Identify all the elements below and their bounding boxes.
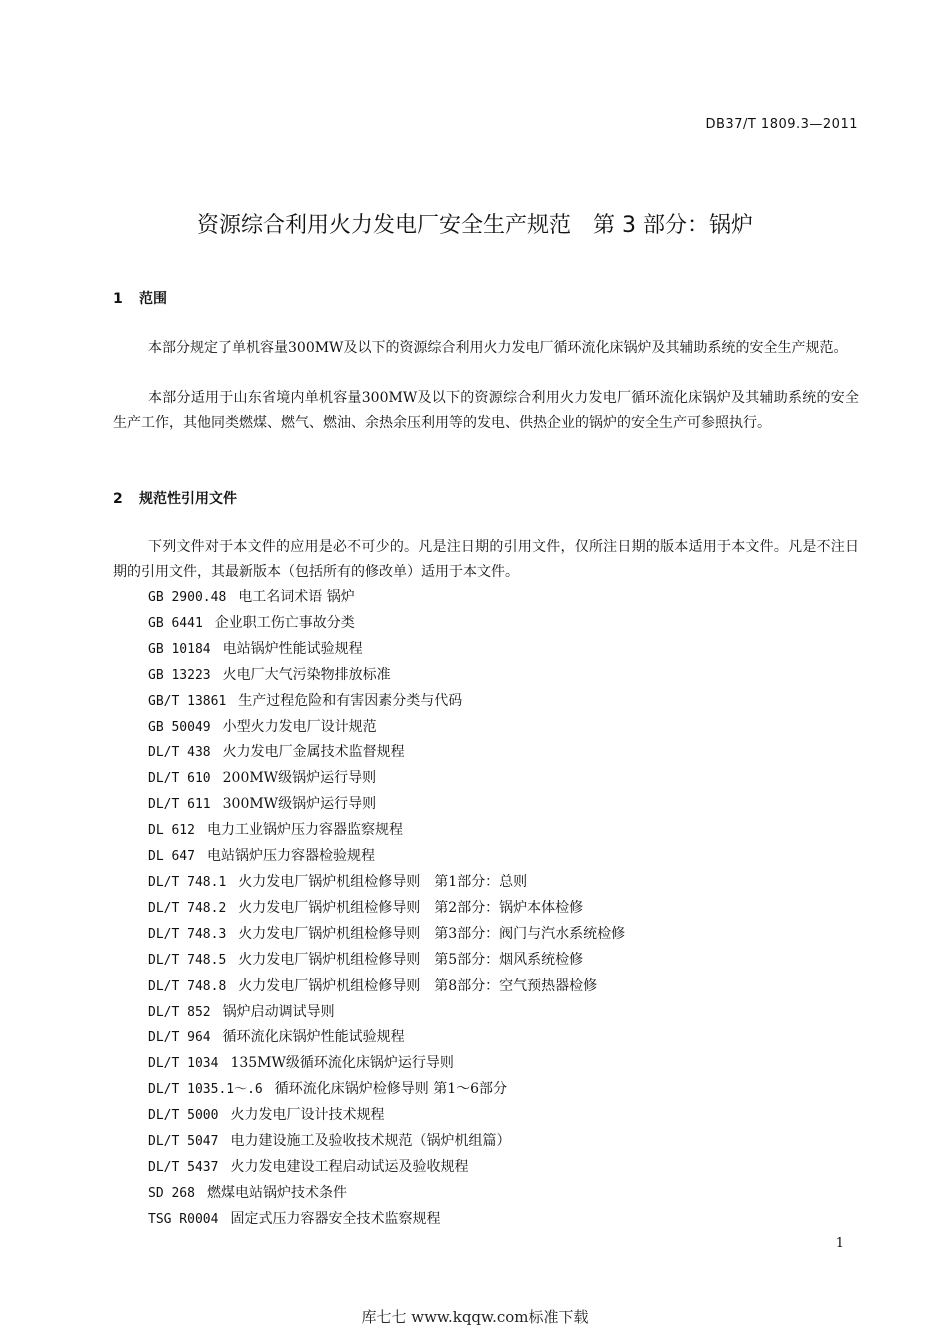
reference-title: 锅炉启动调试导则 — [222, 1003, 335, 1020]
reference-title: 电力工业锅炉压力容器监察规程 — [206, 822, 403, 839]
section-heading-scope — [113, 288, 167, 308]
reference-list — [148, 585, 625, 1233]
reference-title: 火力发电厂金属技术监督规程 — [222, 744, 405, 761]
reference-item — [148, 663, 625, 689]
reference-title: 电站锅炉性能试验规程 — [222, 640, 363, 657]
reference-item — [148, 1025, 625, 1051]
section-title: 规范性引用文件 — [139, 491, 237, 507]
reference-title: 火力发电厂锅炉机组检修导则 第3部分：阀门与汽水系统检修 — [238, 925, 626, 942]
reference-item — [148, 766, 625, 792]
reference-item — [148, 844, 625, 870]
reference-item — [148, 896, 625, 922]
reference-code: DL/T 852 — [148, 1004, 211, 1020]
reference-item — [148, 1181, 625, 1207]
reference-title: 火力发电建设工程启动试运及验收规程 — [230, 1158, 469, 1175]
references-intro-paragraph: 下列文件对于本文件的应用是必不可少的。凡是注日期的引用文件，仅所注日期的版本适用于本文件。凡是不注日期的引用文件，其最新版本（包括所有的修改单）适用于本文件。 — [113, 539, 859, 580]
reference-title: 300MW级锅炉运行导则 — [222, 796, 377, 813]
watermark-text: 库七七 www.kqqw.com标准下载 — [361, 1308, 589, 1326]
reference-code: GB 50049 — [148, 719, 211, 735]
section-number: 2 — [113, 491, 123, 507]
reference-item — [148, 1155, 625, 1181]
reference-item — [148, 585, 625, 611]
scope-paragraph: 本部分适用于山东省境内单机容量300MW及以下的资源综合利用火力发电厂循环流化床锅炉及其辅助系统的安全生产工作，其他同类燃煤、燃气、燃油、余热余压利用等的发电、供热企业的锅炉的安全生产可参照执行。 — [113, 390, 859, 431]
reference-title: 火力发电厂锅炉机组检修导则 第1部分：总则 — [238, 873, 528, 890]
reference-code: DL/T 748.5 — [148, 952, 227, 968]
reference-code: DL/T 1035.1～.6 — [148, 1082, 263, 1098]
reference-item — [148, 1207, 625, 1233]
reference-item — [148, 1000, 625, 1026]
reference-title: 企业职工伤亡事故分类 — [214, 614, 355, 631]
reference-code: SD 268 — [148, 1185, 195, 1201]
reference-code: DL/T 748.2 — [148, 900, 227, 916]
reference-title: 生产过程危险和有害因素分类与代码 — [238, 692, 463, 709]
reference-code: DL/T 5437 — [148, 1159, 219, 1175]
reference-title: 火电厂大气污染物排放标准 — [222, 666, 391, 683]
reference-item — [148, 974, 625, 1000]
reference-code: DL/T 748.1 — [148, 874, 227, 890]
reference-title: 固定式压力容器安全技术监察规程 — [230, 1210, 441, 1227]
reference-code: DL/T 748.8 — [148, 978, 227, 994]
reference-item — [148, 1077, 625, 1103]
scope-paragraph: 本部分规定了单机容量300MW及以下的资源综合利用火力发电厂循环流化床锅炉及其辅助系统的安全生产规范。 — [148, 340, 848, 356]
reference-item — [148, 689, 625, 715]
reference-title: 火力发电厂设计技术规程 — [230, 1107, 385, 1124]
reference-code: GB 2900.48 — [148, 590, 227, 605]
reference-code: DL 647 — [148, 849, 195, 865]
reference-title: 135MW级循环流化床锅炉运行导则 — [230, 1055, 454, 1072]
reference-title: 电工名词术语 锅炉 — [238, 589, 355, 605]
reference-code: DL/T 5047 — [148, 1134, 219, 1150]
reference-item — [148, 922, 625, 948]
reference-title: 电站锅炉压力容器检验规程 — [206, 848, 375, 865]
reference-item — [148, 740, 625, 766]
document-title: 资源综合利用火力发电厂安全生产规范 第 3 部分：锅炉 — [197, 213, 753, 238]
section-number: 1 — [113, 291, 123, 307]
reference-item — [148, 792, 625, 818]
reference-item — [148, 637, 625, 663]
section-heading-normative-references — [113, 488, 237, 508]
reference-item — [148, 1051, 625, 1077]
reference-title: 电力建设施工及验收技术规范（锅炉机组篇） — [230, 1133, 511, 1150]
reference-code: DL/T 748.3 — [148, 926, 227, 942]
reference-code: GB 10184 — [148, 641, 211, 657]
reference-code: GB/T 13861 — [148, 693, 227, 709]
reference-code: DL/T 438 — [148, 745, 211, 761]
reference-title: 200MW级锅炉运行导则 — [222, 770, 377, 787]
reference-item — [148, 611, 625, 637]
reference-code: TSG R0004 — [148, 1211, 219, 1227]
reference-item — [148, 818, 625, 844]
reference-title: 小型火力发电厂设计规范 — [222, 718, 377, 735]
reference-title: 燃煤电站锅炉技术条件 — [206, 1184, 347, 1201]
reference-code: DL/T 5000 — [148, 1108, 219, 1124]
reference-item — [148, 948, 625, 974]
reference-code: DL/T 611 — [148, 797, 211, 813]
reference-code: DL/T 1034 — [148, 1056, 219, 1072]
reference-item — [148, 870, 625, 896]
section-title: 范围 — [139, 291, 167, 307]
reference-code: DL/T 964 — [148, 1030, 211, 1046]
reference-code: GB 13223 — [148, 667, 211, 683]
reference-code: DL 612 — [148, 823, 195, 839]
reference-title: 循环流化床锅炉检修导则 第1～6部分 — [274, 1081, 508, 1098]
page-number: 1 — [835, 1236, 844, 1251]
reference-item — [148, 1129, 625, 1155]
reference-item — [148, 1103, 625, 1129]
reference-title: 火力发电厂锅炉机组检修导则 第2部分：锅炉本体检修 — [238, 899, 584, 916]
reference-title: 火力发电厂锅炉机组检修导则 第5部分：烟风系统检修 — [238, 951, 584, 968]
reference-code: DL/T 610 — [148, 771, 211, 787]
reference-item — [148, 715, 625, 741]
reference-code: GB 6441 — [148, 615, 203, 631]
standard-code: DB37/T 1809.3—2011 — [705, 117, 858, 132]
reference-title: 火力发电厂锅炉机组检修导则 第8部分：空气预热器检修 — [238, 977, 598, 994]
reference-title: 循环流化床锅炉性能试验规程 — [222, 1029, 405, 1046]
